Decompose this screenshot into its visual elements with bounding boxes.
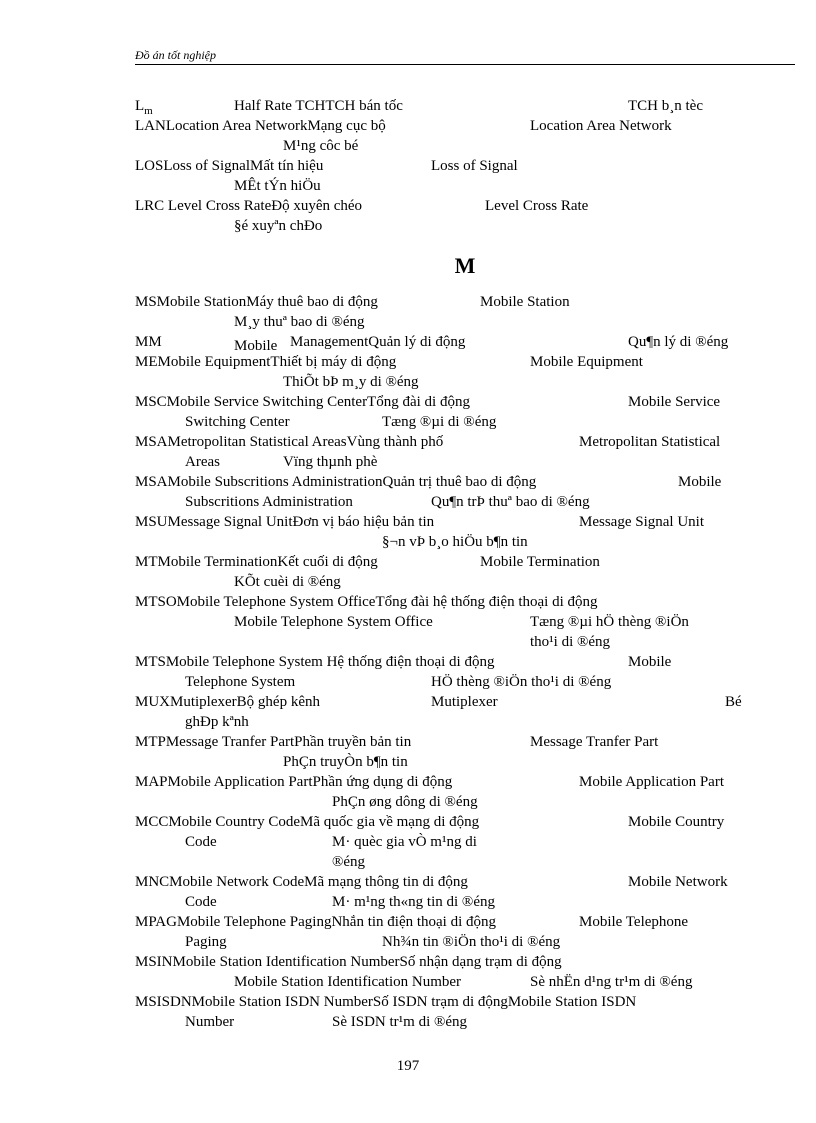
glossary-line — [135, 994, 795, 1014]
glossary-line — [135, 834, 795, 854]
glossary-line — [135, 158, 795, 178]
vietnamese-term: Qu¶n trÞ thuª bao di ®éng — [431, 494, 590, 510]
entry-text: MSINMobile Station Identification NumberSố nhận dạng trạm di động — [135, 954, 562, 970]
glossary-line — [135, 374, 795, 394]
english-term: Number — [185, 1014, 235, 1030]
vietnamese-term: ®éng — [332, 854, 366, 870]
english-term: Code — [185, 834, 217, 850]
glossary-line — [135, 474, 795, 494]
glossary-line — [135, 178, 795, 198]
vietnamese-term: Sè ISDN tr¹m di ®éng — [332, 1014, 468, 1030]
english-term: Mobile Termination — [480, 554, 600, 570]
glossary-line — [135, 714, 795, 734]
glossary-line — [135, 594, 795, 614]
entry-text: MAPMobile Application PartPhần ứng dụng di động — [135, 774, 453, 790]
entry-text: MEMobile EquipmentThiết bị máy di động — [135, 354, 397, 370]
english-term: Areas — [185, 454, 220, 470]
english-term: Mobile Application Part — [579, 774, 724, 790]
glossary-line — [135, 814, 795, 834]
english-term: Code — [185, 894, 217, 910]
vietnamese-term: §é xuyªn chÐo — [234, 218, 323, 234]
glossary-line — [135, 118, 795, 138]
entry-text: MSCMobile Service Switching CenterTổng đài di động — [135, 394, 470, 410]
glossary-line — [135, 634, 795, 654]
abbreviation: MM — [135, 334, 162, 350]
glossary-line — [135, 934, 795, 954]
page-number: 197 — [396, 1058, 420, 1074]
english-term: Mobile Station Identification Number — [234, 974, 462, 990]
glossary-line — [135, 854, 795, 874]
vietnamese-term: HÖ thèng ®iÖn tho¹i di ®éng — [431, 674, 612, 690]
entry-text: MSUMessage Signal UnitĐơn vị báo hiệu bản tin — [135, 514, 435, 530]
abbr-lm: $L_m$ — [135, 98, 153, 117]
vietnamese-term: Nh¾n tin ®iÖn tho¹i di ®éng — [382, 934, 561, 950]
vietnamese-term: MÊt tÝn hiÖu — [234, 178, 321, 194]
english-term: Mobile — [628, 654, 672, 670]
glossary-line — [135, 754, 795, 774]
glossary-line — [135, 774, 795, 794]
section-heading: M — [454, 253, 476, 278]
vietnamese-term: Qu¶n lý di ®éng — [628, 334, 729, 350]
entry-text: MUXMutiplexerBộ ghép kênh — [135, 694, 320, 710]
entry-text: MCCMobile Country CodeMã quốc gia về mạng di động — [135, 814, 480, 830]
entry-text: LOSLoss of SignalMất tín hiệu — [135, 158, 324, 174]
vietnamese-term: TCH b¸n tèc — [628, 98, 703, 114]
glossary-line — [135, 554, 795, 574]
english-term: Mutiplexer — [431, 694, 498, 710]
glossary-line — [135, 434, 795, 454]
glossary-line — [135, 198, 795, 218]
glossary-line — [135, 454, 795, 474]
vietnamese-term: PhÇn truyÒn b¶n tin — [283, 754, 408, 770]
entry-text: MSMobile StationMáy thuê bao di động — [135, 294, 378, 310]
english-term: Mobile Service — [628, 394, 721, 410]
header-rule — [135, 64, 795, 65]
english-term: Half Rate TCHTCH bán tốc — [234, 98, 403, 114]
english-term: Location Area Network — [530, 118, 672, 134]
english-term: Paging — [185, 934, 227, 950]
entry-text: LANLocation Area NetworkMạng cục bộ — [135, 118, 386, 134]
glossary-line — [135, 674, 795, 694]
glossary-line — [135, 514, 795, 534]
english-term: Mobile Station — [480, 294, 570, 310]
glossary-line — [135, 614, 795, 634]
glossary-line — [135, 414, 795, 434]
glossary-line — [135, 894, 795, 914]
vietnamese-term: Tæng ®µi di ®éng — [382, 414, 497, 430]
english-term: Mobile Network — [628, 874, 728, 890]
vietnamese-term: M· m¹ng th«ng tin di ®éng — [332, 894, 495, 910]
glossary-line — [135, 694, 795, 714]
english-term: Telephone System — [185, 674, 296, 690]
glossary-line — [135, 98, 795, 118]
glossary-line — [135, 354, 795, 374]
english-term: Mobile Telephone — [579, 914, 689, 930]
glossary-content — [135, 98, 795, 1034]
vietnamese-term: Vïng thµnh phè — [283, 454, 378, 470]
english-term: Metropolitan Statistical — [579, 434, 721, 450]
glossary-line — [135, 1014, 795, 1034]
vietnamese-term: M· quèc gia vÒ m¹ng di — [332, 834, 477, 850]
vietnamese-term: KÕt cuèi di ®éng — [234, 574, 341, 590]
english-term: Message Tranfer Part — [530, 734, 659, 750]
vietnamese-term: tho¹i di ®éng — [530, 634, 611, 650]
vietnamese-term: Sè nhËn d¹ng tr¹m di ®éng — [530, 974, 693, 990]
english-term: Level Cross Rate — [485, 198, 589, 214]
english-term: Message Signal Unit — [579, 514, 704, 530]
entry-text: MSAMobile Subscritions AdministrationQuản trị thuê bao di động — [135, 474, 537, 490]
glossary-line — [135, 494, 795, 514]
glossary-line — [135, 874, 795, 894]
entry-text: MSAMetropolitan Statistical AreasVùng thành phố — [135, 434, 444, 450]
entry-text: ManagementQuản lý di động — [290, 334, 466, 350]
english-term: Mobile — [234, 338, 278, 354]
entry-text: MTSOMobile Telephone System OfficeTổng đài hệ thống điện thoại di động — [135, 594, 598, 610]
vietnamese-term: M¹ng côc bé — [283, 138, 359, 154]
vietnamese-term: M¸y thuª bao di ®éng — [234, 314, 365, 330]
vietnamese-term: PhÇn øng dông di ®éng — [332, 794, 478, 810]
vietnamese-term: ghÐp kªnh — [185, 714, 249, 730]
glossary-line — [135, 294, 795, 314]
glossary-line — [135, 534, 795, 554]
vietnamese-term: Tæng ®µi hÖ thèng ®iÖn — [530, 614, 689, 630]
glossary-line — [135, 218, 795, 238]
glossary-line — [135, 914, 795, 934]
entry-text: LRC Level Cross RateĐộ xuyên chéo — [135, 198, 363, 214]
english-term: Mobile Telephone System Office — [234, 614, 433, 630]
english-term: Switching Center — [185, 414, 290, 430]
english-term: Mobile — [678, 474, 722, 490]
vietnamese-term: §¬n vÞ b¸o hiÖu b¶n tin — [382, 534, 528, 550]
glossary-line — [135, 394, 795, 414]
running-header: Đồ án tốt nghiệp — [135, 48, 216, 62]
entry-text: MTMobile TerminationKết cuối di động — [135, 554, 378, 570]
entry-text: MNCMobile Network CodeMã mạng thông tin di động — [135, 874, 468, 890]
glossary-line — [135, 734, 795, 754]
english-term: Subscritions Administration — [185, 494, 353, 510]
english-term: Loss of Signal — [431, 158, 518, 174]
glossary-line — [135, 574, 795, 594]
glossary-line — [135, 794, 795, 814]
entry-text: MSISDNMobile Station ISDN NumberSố ISDN trạm di độngMobile Station ISDN — [135, 994, 637, 1010]
glossary-line — [135, 974, 795, 994]
vietnamese-term: ThiÕt bÞ m¸y di ®éng — [283, 374, 419, 390]
glossary-line — [135, 954, 795, 974]
glossary-line — [135, 314, 795, 334]
english-term: Mobile Equipment — [530, 354, 643, 370]
entry-text: MTPMessage Tranfer PartPhần truyền bản tin — [135, 734, 412, 750]
vietnamese-term: Bé — [725, 694, 742, 710]
entry-text: MPAGMobile Telephone PagingNhắn tin điện thoại di động — [135, 914, 497, 930]
glossary-line — [135, 138, 795, 158]
glossary-line — [135, 654, 795, 674]
entry-text: MTSMobile Telephone System Hệ thống điện thoại di động — [135, 654, 495, 670]
english-term: Mobile Country — [628, 814, 725, 830]
glossary-line — [135, 334, 795, 354]
